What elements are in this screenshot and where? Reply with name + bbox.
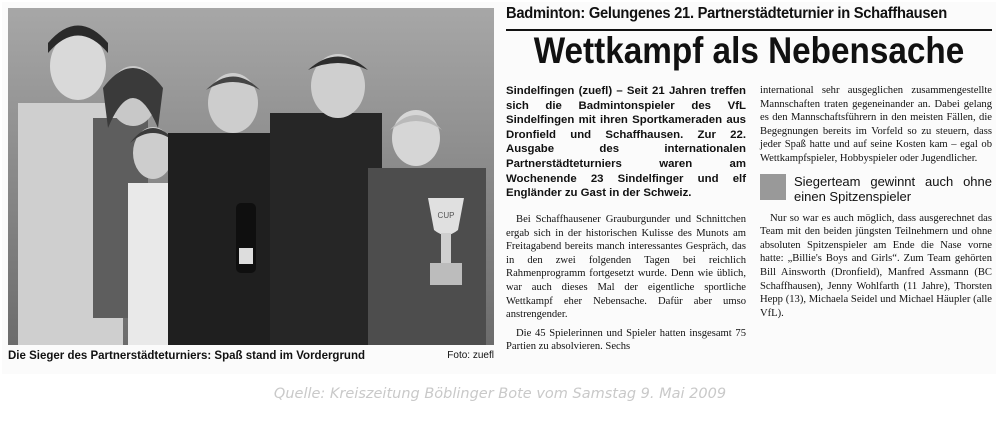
kicker: Badminton: Gelungenes 21. Partnerstädteturnier in Schaffhausen bbox=[506, 5, 947, 22]
team-photo bbox=[8, 8, 494, 345]
subheading-marker bbox=[760, 174, 786, 200]
body-paragraph: Bei Schaffhausener Grauburgunder und Schnittchen ergab sich in der historischen Kulisse des Munots am Freitagabend bereits manch interessantes Gespräch, das in den zwei folgenden Tagen bei reichlich Rahmenprogramm fortgesetzt wurde. Denn wie üblich, war auch dieses Mal der eigentliche sportliche Wettkampf eher Nebensache. Dafür aber umso anstrengender. bbox=[506, 214, 746, 321]
body-paragraph: Die 45 Spielerinnen und Spieler hatten insgesamt 75 Partien zu absolvieren. Sechs bbox=[506, 327, 746, 353]
subheading bbox=[760, 174, 992, 204]
body-paragraph: international sehr ausgeglichen zusammengestellte Mannschaften traten gegeneinander an. Dabei gelang es den Mannschaftsführern in den meisten Fällen, die Begegnungen bereits im Vorfeld so zu steuern, dass jeder Spaß hatte und auf seine Kosten kam – egal ob Wettkampfspieler, Hobbyspieler oder Jugendlicher. bbox=[760, 85, 992, 164]
trophy-label: CUP bbox=[437, 211, 455, 220]
subheading-text: Siegerteam gewinnt auch ohne einen Spitzenspieler bbox=[794, 173, 992, 204]
photo-caption bbox=[8, 350, 494, 362]
caption-text: Die Sieger des Partnerstädteturniers: Spaß stand im Vordergrund bbox=[8, 350, 366, 362]
photo-credit: Foto: zuefl bbox=[447, 350, 494, 361]
body-paragraph: Nur so war es auch möglich, dass ausgerechnet das Team mit den beiden jüngsten Teilnehmern und ohne absoluten Spitzenspieler am Ende die Nase vorne hatte: „Billie's Boys and Girls“. Zum Team gehörten Bill Ainsworth (Dronfield), Manfred Assmann (BC Schaffhausen), Jenny Wohlfarth (11 Jahre), Thorsten Hepp (13), Michaela Seidel und Michael Häupler (alle VfL). bbox=[760, 212, 992, 319]
headline: Wettkampf als Nebensache bbox=[533, 30, 965, 71]
lead-paragraph: Sindelfingen (zuefl) – Seit 21 Jahren treffen sich die Badmintonspieler des VfL Sindelfingen mit ihren Sportkameraden aus Dronfield und Schaffhausen. Zur 22. Ausgabe des internationalen Partnerstädteturniers waren am Wochenende 23 Sindelfinger und elf Engländer zu Gast in der Schweiz. bbox=[506, 85, 746, 200]
body-column-1 bbox=[506, 213, 746, 359]
source-line: Quelle: Kreiszeitung Böblinger Bote vom Samstag 9. Mai 2009 bbox=[273, 386, 727, 402]
body-column-2 bbox=[760, 84, 992, 325]
